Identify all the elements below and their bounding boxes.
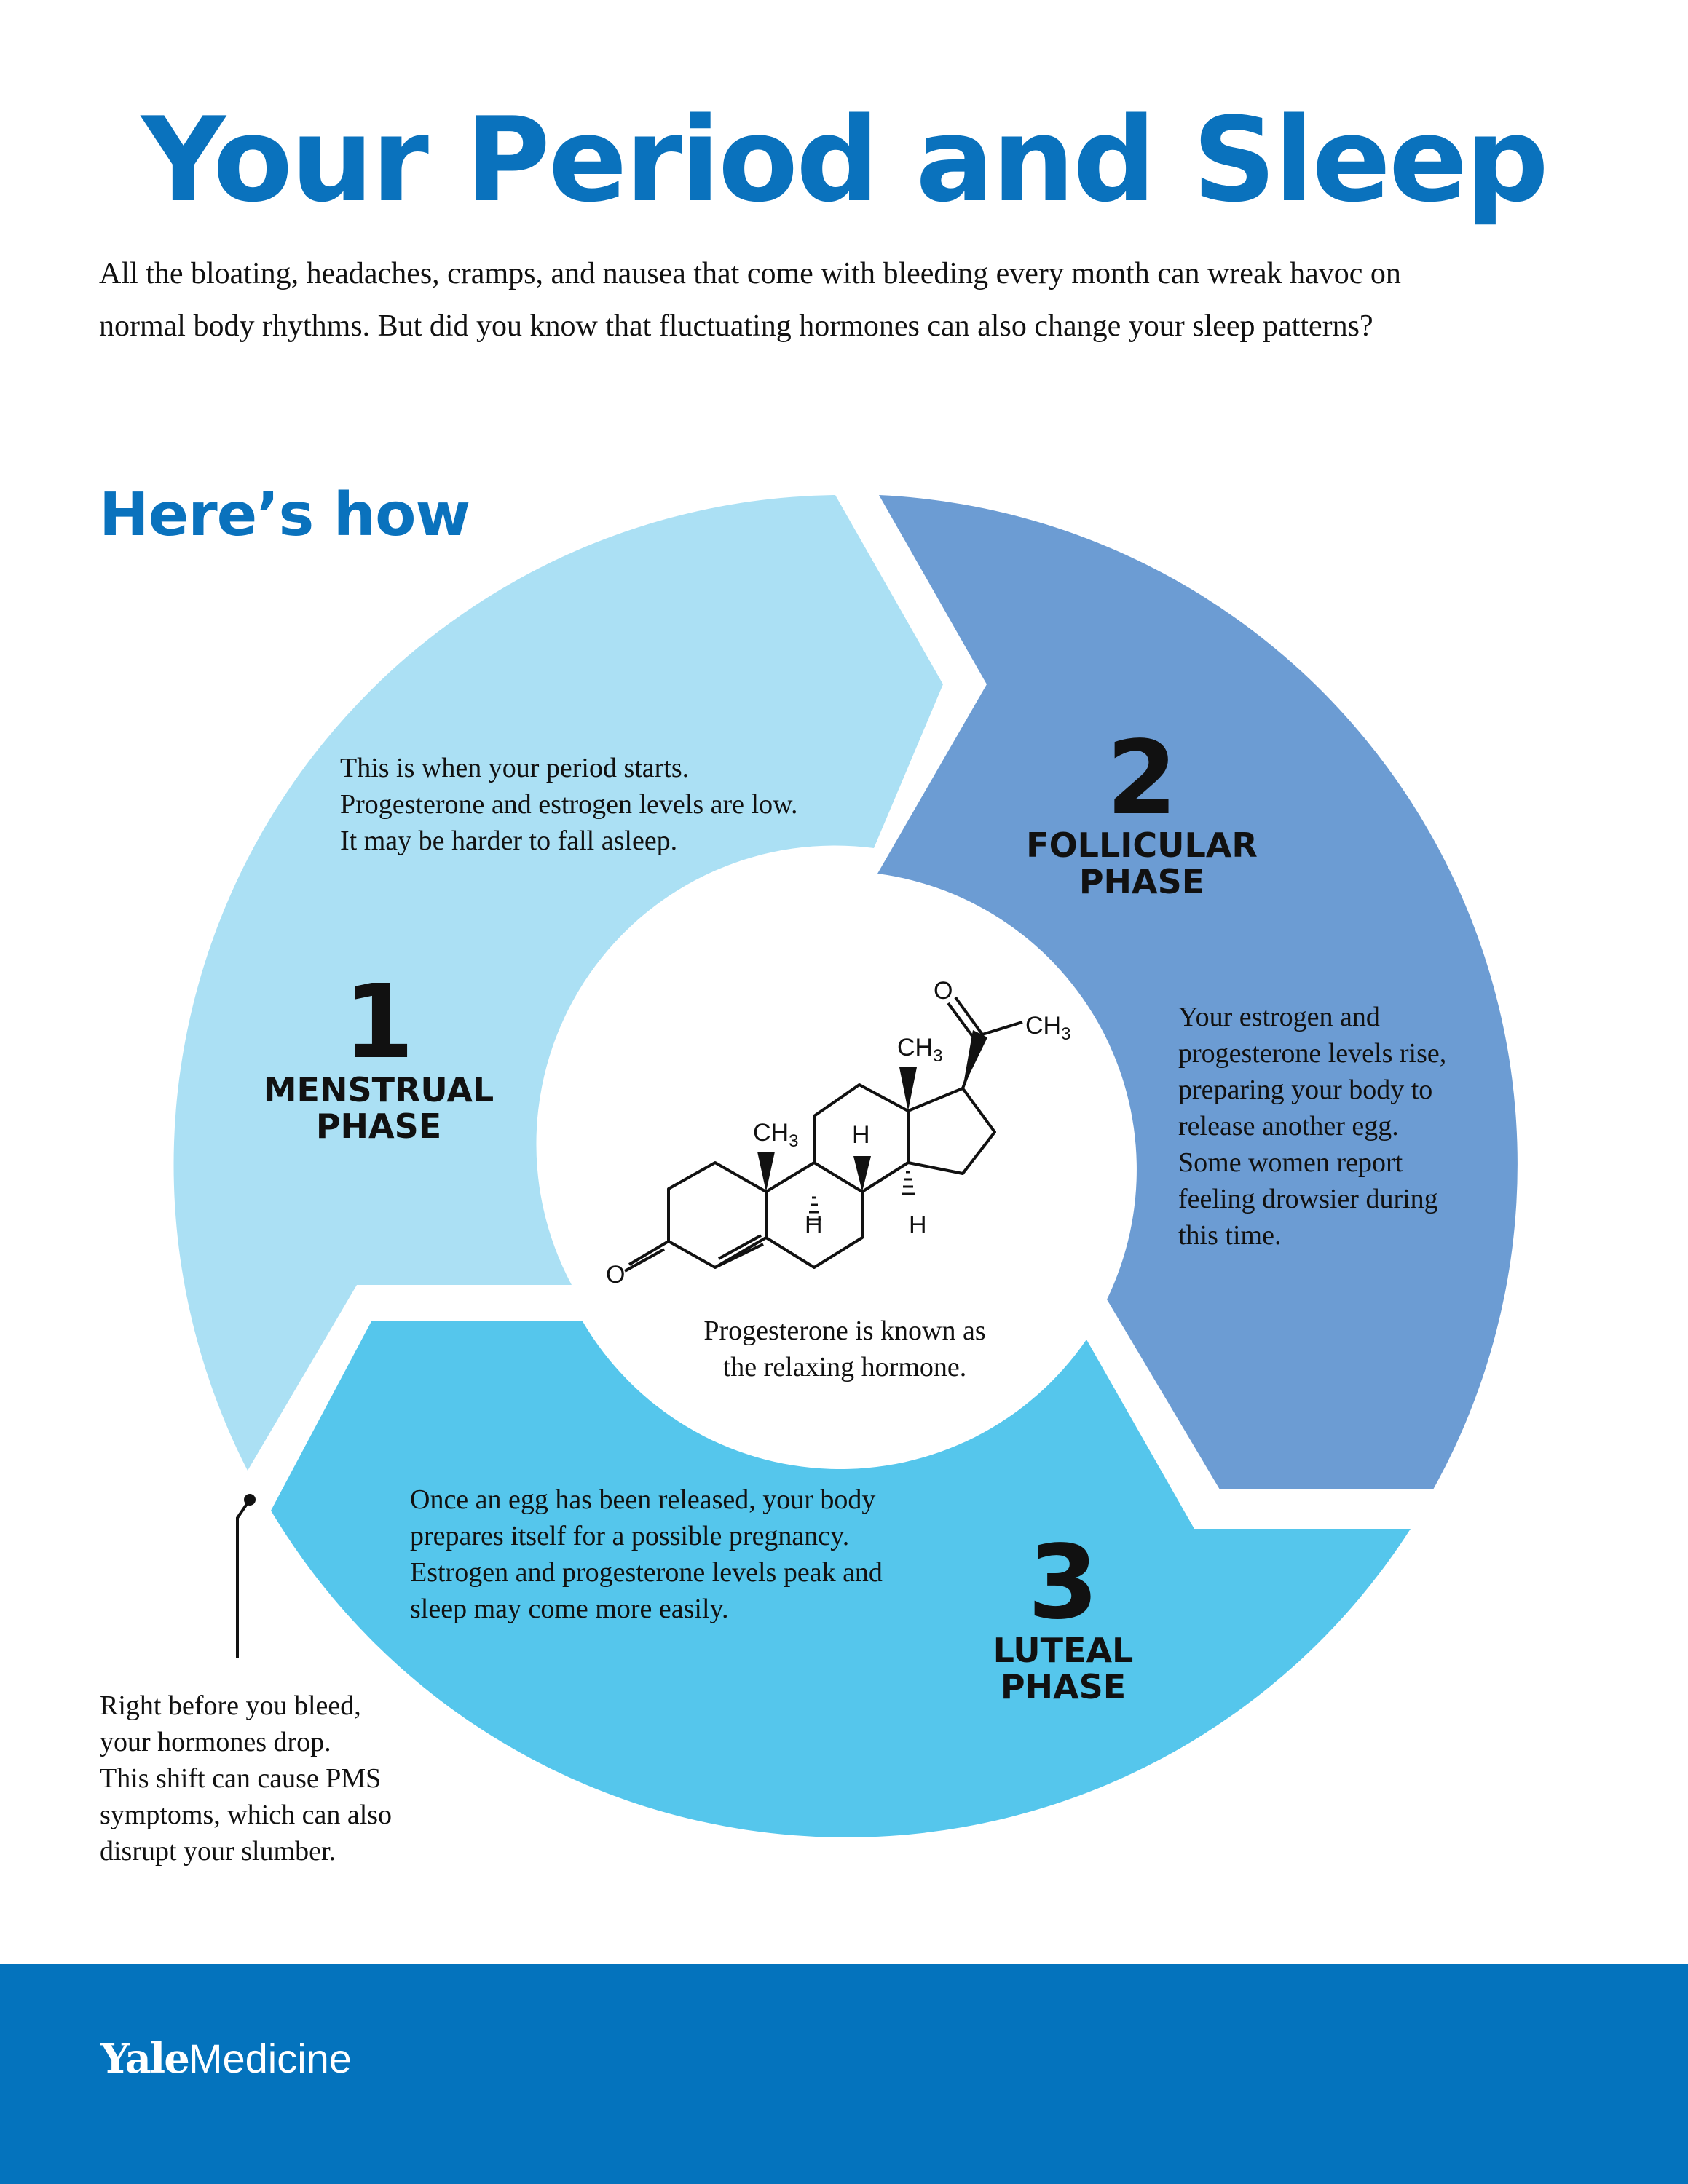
logo-medicine: Medicine [188, 2035, 352, 2081]
label-ch3-c10: $CH_3$ [753, 1119, 799, 1151]
menstrual-phase-number: 1 [343, 963, 414, 1082]
menstrual-description: This is when your period starts. Progesterone and estrogen levels are low. It may be harder to fall asleep. [340, 753, 798, 856]
center-caption: Progesterone is known as the relaxing hormone. [703, 1315, 986, 1382]
callout-pointer [237, 1494, 256, 1658]
page-title: Your Period and Sleep [141, 92, 1547, 228]
label-h-c14: H [909, 1211, 927, 1239]
molecule-labels [606, 977, 1070, 1289]
menstrual-phase-name: MENSTRUAL PHASE [263, 1070, 494, 1146]
follicular-description: Your estrogen and progesterone levels rise, preparing your body to release another egg. Some women report feeling drowsier during this time. [1178, 1002, 1447, 1251]
progesterone-molecule [625, 997, 1022, 1271]
label-h-top: H [852, 1121, 870, 1149]
follicular-phase-name: FOLLICULAR PHASE [1026, 826, 1258, 901]
stereo-wedges [757, 1030, 987, 1192]
intro-line-1: All the bloating, headaches, cramps, and nausea that come with bleeding every month can wreak havoc on [99, 257, 1401, 290]
label-o-top: O [934, 977, 953, 1005]
yale-medicine-logo[interactable] [100, 2035, 352, 2083]
luteal-phase-name: LUTEAL PHASE [993, 1631, 1134, 1706]
logo-yale: Yale [100, 2035, 189, 2083]
label-o-ketone: O [606, 1261, 626, 1289]
label-ch3-acetyl: $CH_3$ [1025, 1012, 1071, 1044]
label-ch3-c13: $CH_3$ [897, 1034, 943, 1066]
luteal-description: Once an egg has been released, your body prepares itself for a possible pregnancy. Estrogen and progesterone levels peak and sleep may come more easily. [410, 1484, 883, 1624]
section-heading: Here’s how [99, 480, 470, 550]
intro-line-2: normal body rhythms. But did you know that fluctuating hormones can also change your sleep patterns? [99, 309, 1373, 343]
follicular-phase-number: 2 [1106, 719, 1178, 838]
label-h-c9: H [805, 1211, 823, 1239]
luteal-phase-number: 3 [1028, 1524, 1099, 1642]
pms-callout: Right before you bleed, your hormones drop. This shift can cause PMS symptoms, which can also disrupt your slumber. [100, 1690, 393, 1867]
